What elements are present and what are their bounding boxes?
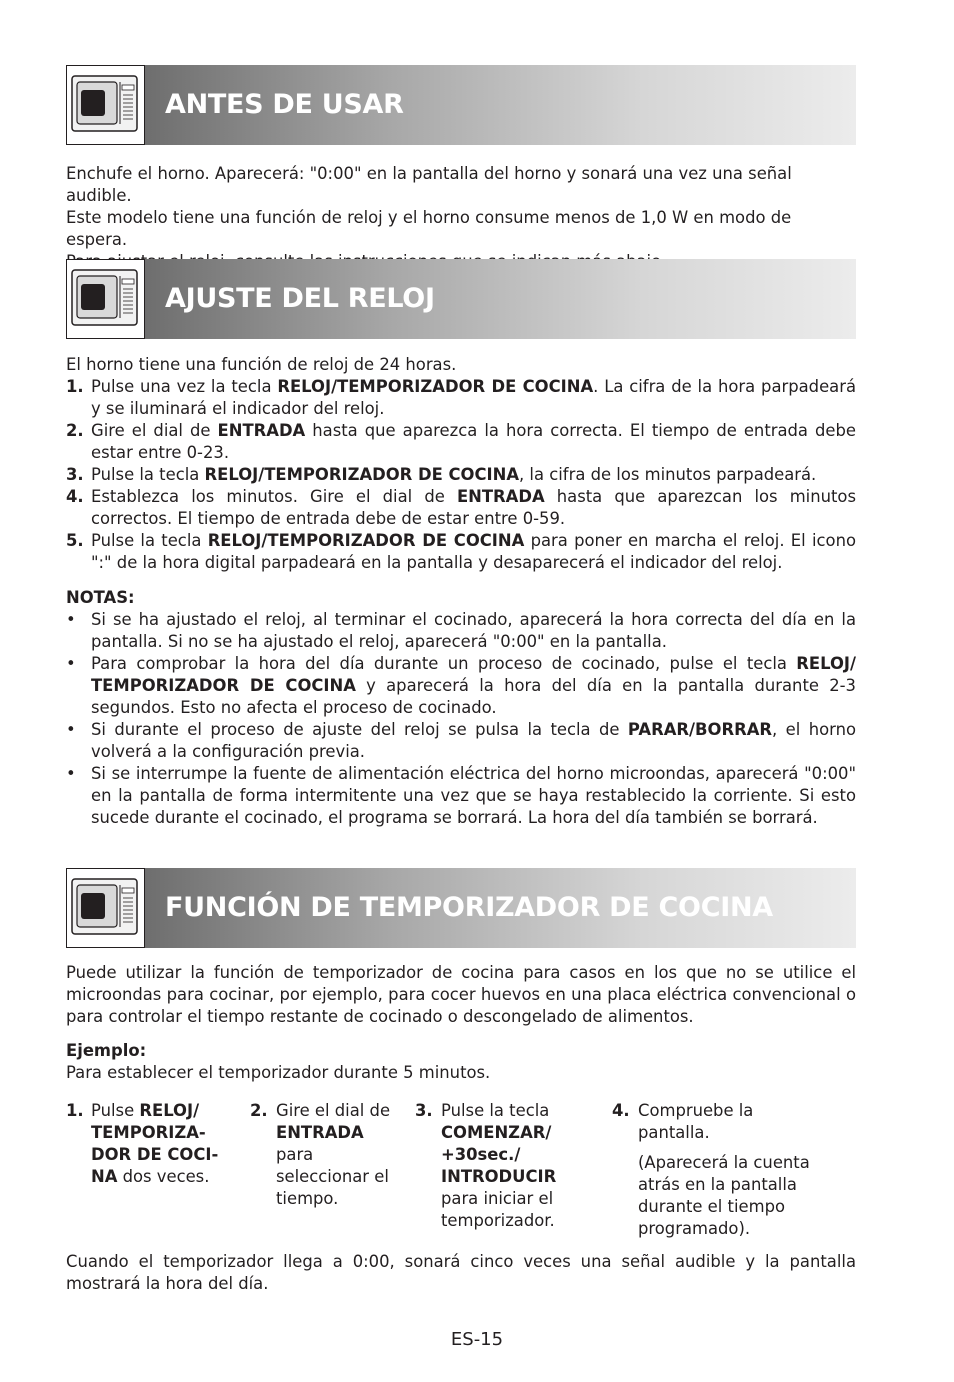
- page-number: ES-15: [450, 1329, 504, 1350]
- reloj-text: [66, 354, 856, 574]
- section-header-temporizador: [66, 868, 856, 948]
- step-4-extra: (Aparecerá la cuenta atrás en la pantalla durante el tiempo programado).: [638, 1153, 810, 1238]
- temporizador-steps: [66, 1100, 856, 1250]
- step-text: Compruebe la pantalla. (Aparecerá la cuenta atrás en la pantalla durante el tiempo programado).: [638, 1100, 812, 1240]
- microwave-icon: [66, 868, 145, 948]
- step-text: Pulse la tecla RELOJ/TEMPORIZADOR DE COCINA para poner en marcha el reloj. El icono ":" de la hora digital parpadeará en la pantalla y desaparecerá el indicador del reloj.: [91, 531, 856, 572]
- note-text: Si se interrumpe la fuente de alimentación eléctrica del horno microondas, aparecerá "0:00" en la pantalla de forma intermitente una vez que se haya restablecido la corriente. Si esto sucede durante el cocinado, el programa se borrará. La hora del día también se borrará.: [91, 764, 856, 827]
- step-text: Pulse la tecla COMENZAR/ +30sec./ INTRODUCIR para iniciar el temporizador.: [441, 1101, 557, 1230]
- section-header-reloj: [66, 259, 856, 339]
- step-text: Pulse una vez la tecla RELOJ/TEMPORIZADOR DE COCINA. La cifra de la hora parpadeará y se iluminará el indicador del reloj.: [91, 377, 856, 418]
- step-text: Pulse RELOJ/ TEMPORIZA- DOR DE COCI- NA dos veces.: [91, 1101, 219, 1186]
- step-text: Pulse la tecla RELOJ/TEMPORIZADOR DE COCINA, la cifra de los minutos parpadeará.: [91, 465, 817, 484]
- microwave-icon: [66, 65, 145, 145]
- note-text: Para comprobar la hora del día durante un proceso de cocinado, pulse el tecla RELOJ/ TEMPORIZADOR DE COCINA y aparecerá la hora del día en la pantalla durante 2-3 segundos. Esto no afecta el proceso de cocinado.: [91, 654, 856, 717]
- step-number: 1.: [66, 377, 84, 396]
- closing-paragraph: Cuando el temporizador llega a 0:00, sonará cinco veces una señal audible y la pantalla mostrará la hora del día.: [66, 1252, 856, 1293]
- intro-paragraph: Puede utilizar la función de temporizador de cocina para casos en los que no se utilice el microondas para cocinar, por ejemplo, para cocer huevos en una placa eléctrica convencional o para controlar el tiempo restante de cocinado o descongelado de alimentos.: [66, 963, 856, 1026]
- list-item: [66, 464, 856, 486]
- example-text: Para establecer el temporizador durante 5 minutos.: [66, 1063, 491, 1082]
- step-text: Gire el dial de ENTRADA para seleccionar el tiempo.: [276, 1101, 391, 1208]
- reloj-notes: [66, 587, 856, 829]
- bullet-icon: •: [66, 610, 76, 629]
- temporizador-intro: [66, 962, 856, 1028]
- example-label: Ejemplo:: [66, 1041, 147, 1060]
- header-bar: [145, 868, 856, 948]
- temporizador-closing: [66, 1251, 856, 1295]
- list-item: [66, 719, 856, 763]
- list-item: [66, 420, 856, 464]
- section-header-antes: [66, 65, 856, 145]
- list-item: [66, 763, 856, 829]
- section-title: AJUSTE DEL RELOJ: [165, 283, 435, 314]
- step-number: 1.: [66, 1101, 84, 1120]
- step-number: 5.: [66, 531, 84, 550]
- step-2: [250, 1100, 400, 1210]
- list-item: [66, 609, 856, 653]
- step-number: 3.: [66, 465, 84, 484]
- step-number: 3.: [415, 1101, 433, 1120]
- step-number: 4.: [612, 1101, 630, 1120]
- temporizador-example: [66, 1040, 856, 1084]
- antes-text: [66, 163, 856, 273]
- reloj-intro: El horno tiene una función de reloj de 24 horas.: [66, 355, 457, 374]
- bullet-icon: •: [66, 654, 76, 673]
- paragraph-line: Este modelo tiene una función de reloj y el horno consume menos de 1,0 W en modo de espera.: [66, 208, 792, 249]
- bullet-icon: •: [66, 720, 76, 739]
- paragraph-line: Enchufe el horno. Aparecerá: "0:00" en la pantalla del horno y sonará una vez una señal audible.: [66, 164, 792, 205]
- microwave-icon: [66, 259, 145, 339]
- step-text: Gire el dial de ENTRADA hasta que aparezca la hora correcta. El tiempo de entrada debe estar entre 0-23.: [91, 421, 856, 462]
- list-item: [66, 486, 856, 530]
- step-3: [415, 1100, 595, 1232]
- step-1: [66, 1100, 231, 1188]
- list-item: [66, 653, 856, 719]
- note-text: Si durante el proceso de ajuste del reloj se pulsa la tecla de PARAR/BORRAR, el horno volverá a la configuración previa.: [91, 720, 856, 761]
- step-number: 2.: [250, 1101, 268, 1120]
- reloj-steps: [66, 376, 856, 574]
- notes-label: NOTAS:: [66, 588, 135, 607]
- section-title: ANTES DE USAR: [165, 89, 404, 120]
- step-4: [612, 1100, 812, 1240]
- list-item: [66, 376, 856, 420]
- section-title: FUNCIÓN DE TEMPORIZADOR DE COCINA: [165, 892, 773, 923]
- step-number: 2.: [66, 421, 84, 440]
- list-item: [66, 530, 856, 574]
- step-number: 4.: [66, 487, 84, 506]
- header-bar: [145, 65, 856, 145]
- step-text: Establezca los minutos. Gire el dial de ENTRADA hasta que aparezcan los minutos correctos. El tiempo de entrada debe de estar entre 0-59.: [91, 487, 856, 528]
- bullet-icon: •: [66, 764, 76, 783]
- note-text: Si se ha ajustado el reloj, al terminar el cocinado, aparecerá la hora correcta del día en la pantalla. Si no se ha ajustado el reloj, aparecerá "0:00" en la pantalla.: [91, 610, 856, 651]
- header-bar: [145, 259, 856, 339]
